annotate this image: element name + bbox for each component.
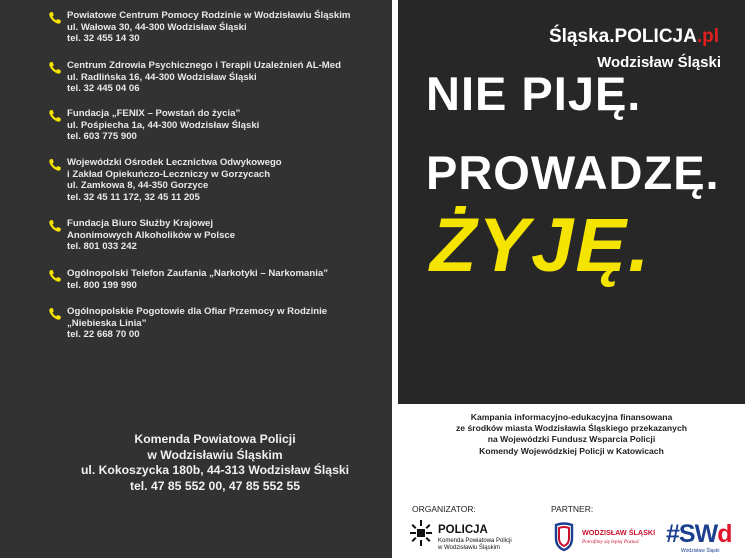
contact-line: tel. 22 668 70 00 [67, 329, 140, 341]
phone-icon [48, 219, 62, 233]
contact-lines [67, 108, 259, 143]
phone-icon [48, 61, 62, 75]
contact-line: Wojewódzki Ośrodek Lecznictwa Odwykowego [67, 157, 282, 168]
contact-line: Centrum Zdrowia Psychicznego i Terapii Uzależnień AL-Med [67, 60, 341, 71]
swd-prefix: #SW [666, 520, 718, 548]
partner-city-tagline: Potrafimy się lepiej Poznać [582, 539, 640, 545]
phone-icon [48, 307, 62, 321]
brand-subtitle: Wodzisław Śląski [597, 54, 721, 71]
contact-line: tel. 32 455 14 30 [67, 33, 140, 45]
campaign-line-2: ze środków miasta Wodzisławia Śląskiego przekazanych [455, 423, 687, 434]
footer-line-4: tel. 47 85 552 00, 47 85 552 55 [129, 478, 301, 493]
organizer-sub-2: w Wodzisławiu Śląskim [438, 545, 500, 551]
contact-line: tel. 801 033 242 [67, 241, 137, 253]
slogan-line-3: ŻYJĘ. [430, 203, 652, 288]
contact-lines [67, 268, 328, 291]
organizer-sub-1: Komenda Powiatowa Policji [438, 538, 512, 544]
brand-name: Śląska.POLICJA [548, 26, 697, 47]
swd-logo [666, 520, 731, 549]
phone-icon [48, 269, 62, 283]
campaign-line-1: Kampania informacyjno-edukacyjna finansowana [470, 412, 673, 422]
slogan-line-2: PROWADZĘ. [426, 146, 720, 199]
contact-line: Fundacja „FENIX – Powstań do życia” [67, 108, 241, 119]
contact-line: Powiatowe Centrum Pomocy Rodzinie w Wodzisławiu Śląskim [67, 10, 351, 21]
phone-icon [48, 11, 62, 25]
partner-city-name: WODZISŁAW ŚLĄSKI [582, 528, 656, 537]
contact-line: tel. 32 45 11 172, 32 45 11 205 [67, 191, 200, 203]
organizer-subtitle [438, 538, 512, 552]
contact-line: „Niebieska Linia” [67, 317, 147, 329]
brand-logo [549, 26, 719, 48]
contact-line: ul. Radlińska 16, 44-300 Wodzisław Śląski [67, 71, 257, 83]
contact-lines [67, 218, 235, 253]
contact-line: ul. Zamkowa 8, 44-350 Gorzyce [67, 180, 209, 192]
slogan-panel [398, 0, 745, 404]
contact-line: tel. 800 199 990 [67, 279, 137, 291]
phone-icon [48, 158, 62, 172]
contact-line: ul. Wałowa 30, 44-300 Wodzisław Śląski [67, 21, 247, 33]
sponsor-panel [398, 404, 745, 558]
footer-line-3: ul. Kokoszycka 180b, 44-313 Wodzisław Śląski [80, 463, 350, 477]
contact-lines [67, 10, 350, 45]
contact-line: Anonimowych Alkoholików w Polsce [67, 229, 236, 241]
campaign-line-3: na Wojewódzki Fundusz Wsparcia Policji [487, 434, 656, 445]
swd-heart: d [717, 520, 732, 548]
contact-line: ul. Pośpiecha 1a, 44-300 Wodzisław Śląski [67, 119, 260, 131]
contact-lines [67, 157, 282, 203]
contact-line: Ogólnopolskie Pogotowie dla Ofiar Przemocy w Rodzinie [67, 306, 328, 317]
partner-label: PARTNER: [551, 504, 594, 514]
contact-line: Fundacja Biuro Służby Krajowej [67, 218, 214, 229]
campaign-line-4: Komendy Wojewódzkiej Policji w Katowicach [479, 445, 664, 456]
contact-lines [67, 60, 341, 95]
brand-suffix: .pl [696, 26, 719, 47]
contact-line: i Zakład Opiekuńczo-Leczniczy w Gorzycach [67, 168, 271, 180]
footer-line-2: w Wodzisławiu Śląskim [147, 447, 283, 462]
city-crest-icon [552, 522, 576, 552]
contact-line: Ogólnopolski Telefon Zaufania „Narkotyki – Narkomania” [67, 268, 329, 279]
campaign-text [398, 412, 745, 457]
organizer-label: ORGANIZATOR: [412, 504, 476, 514]
phone-icon [48, 109, 62, 123]
police-star-icon [410, 520, 432, 546]
slogan-line-1: NIE PIJĘ. [426, 67, 642, 120]
police-address-block [0, 432, 430, 494]
footer-line-1: Komenda Powiatowa Policji [134, 432, 296, 446]
contact-line: tel. 32 445 04 06 [67, 83, 140, 95]
organizer-name: POLICJA [438, 524, 488, 536]
contact-line: tel. 603 775 900 [67, 131, 137, 143]
contact-lines [67, 306, 327, 341]
swd-subtitle: Wodzisław Śląski [681, 548, 720, 554]
